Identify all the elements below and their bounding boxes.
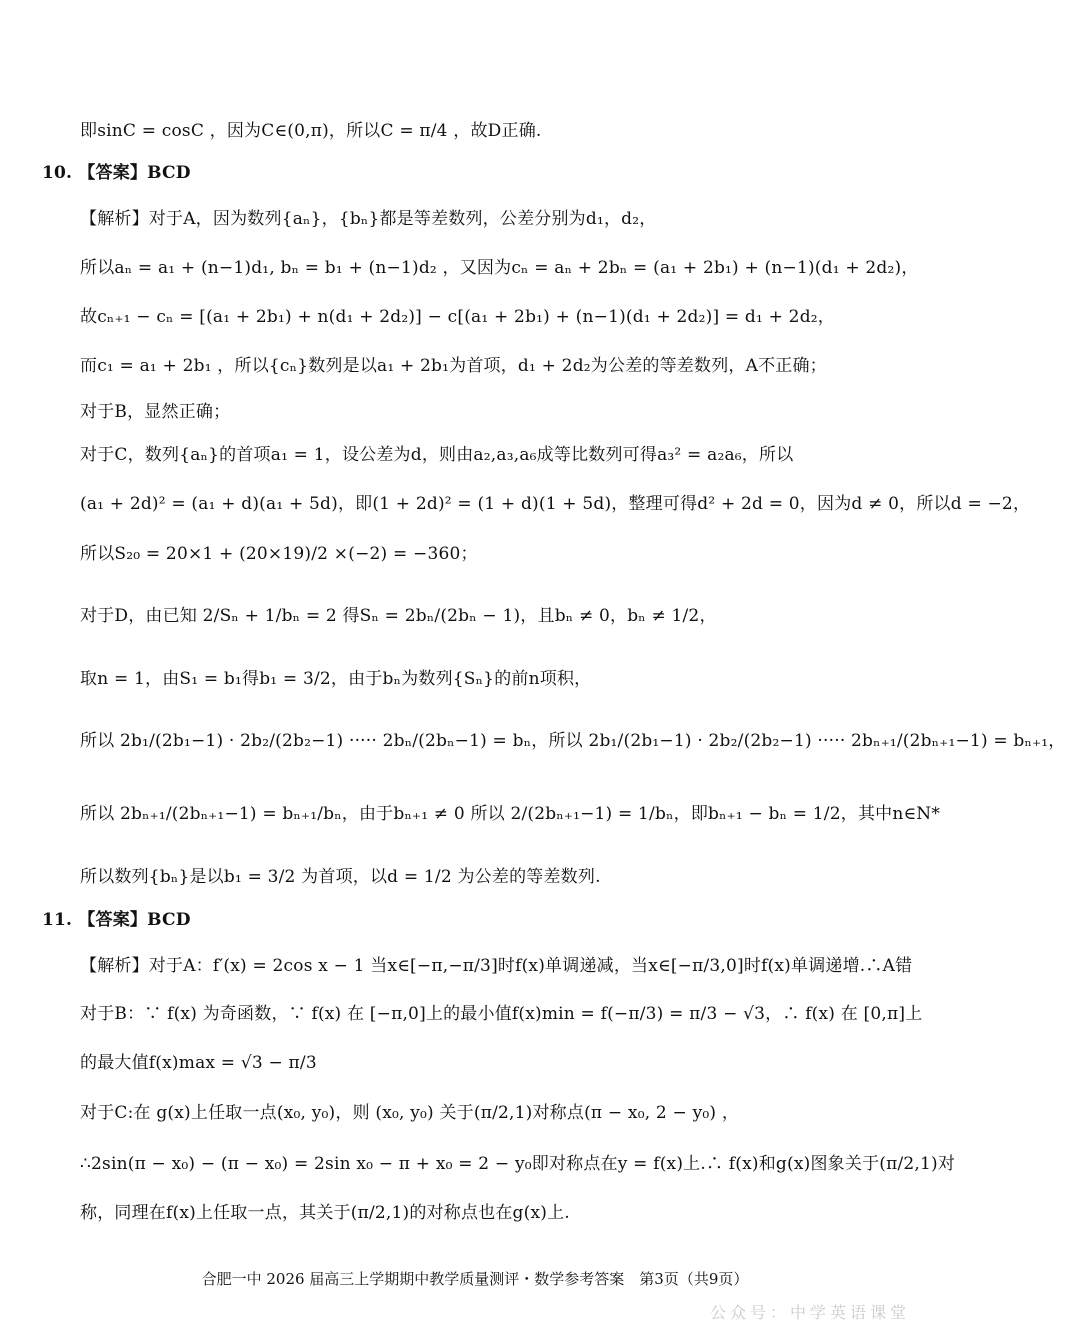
text-line: 对于B：∵ f(x) 为奇函数，∵ f(x) 在 [−π,0]上的最小值f(x)min = f(−π/3) = π/3 − √3，∴ f(x) 在 [0,π]上	[80, 1004, 923, 1024]
page-footer: 合肥一中 2026 届高三上学期期中教学质量测评・数学参考答案 第3页（共9页）	[201, 1270, 749, 1288]
text-line: 【解析】对于A，因为数列{aₙ}，{bₙ}都是等差数列，公差分别为d₁，d₂，	[80, 209, 657, 229]
text-line: ∴2sin(π − x₀) − (π − x₀) = 2sin x₀ − π + x₀ = 2 − y₀即对称点在y = f(x)上.∴ f(x)和g(x)图象关于(π/2,1)对	[80, 1154, 956, 1174]
text-line: 对于D，由已知 2/Sₙ + 1/bₙ = 2 得Sₙ = 2bₙ/(2bₙ − 1)，且bₙ ≠ 0，bₙ ≠ 1/2，	[80, 606, 717, 626]
text-line: 对于C，数列{aₙ}的首项a₁ = 1，设公差为d，则由a₂,a₃,a₆成等比数列可得a₃² = a₂a₆，所以	[80, 445, 794, 465]
watermark: 公众号：中学英语课堂	[710, 1303, 911, 1322]
text-line: 的最大值f(x)max = √3 − π/3	[80, 1053, 317, 1073]
question-10-answer: 10. 【答案】BCD	[42, 163, 191, 183]
text-line: 所以S₂₀ = 20×1 + (20×19)/2 ×(−2) = −360；	[80, 544, 478, 564]
text-line: 所以数列{bₙ}是以b₁ = 3/2 为首项，以d = 1/2 为公差的等差数列.	[80, 867, 601, 887]
text-line: 对于B，显然正确；	[80, 402, 231, 422]
text-line: 所以 2b₁/(2b₁−1) · 2b₂/(2b₂−1) ····· 2bₙ/(2bₙ−1) = bₙ，所以 2b₁/(2b₁−1) · 2b₂/(2b₂−1) ····· 2bₙ₊₁/(2bₙ₊₁−1) = bₙ₊₁，	[80, 731, 1065, 751]
text-line: (a₁ + 2d)² = (a₁ + d)(a₁ + 5d)，即(1 + 2d)² = (1 + d)(1 + 5d)，整理可得d² + 2d = 0，因为d ≠ 0，所以d = −2，	[80, 494, 1031, 514]
text-line: 即sinC = cosC ，因为C∈(0,π)，所以C = π/4 ，故D正确.	[80, 121, 542, 141]
text-line: 而c₁ = a₁ + 2b₁ ，所以{cₙ}数列是以a₁ + 2b₁为首项，d₁ + 2d₂为公差的等差数列，A不正确；	[80, 356, 827, 376]
text-line: 【解析】对于A：f′(x) = 2cos x − 1 当x∈[−π,−π/3]时f(x)单调递减，当x∈[−π/3,0]时f(x)单调递增.∴A错	[80, 956, 913, 976]
text-line: 对于C:在 g(x)上任取一点(x₀, y₀)，则 (x₀, y₀) 关于(π/2,1)对称点(π − x₀, 2 − y₀) ，	[80, 1103, 740, 1123]
text-line: 故cₙ₊₁ − cₙ = [(a₁ + 2b₁) + n(d₁ + 2d₂)] − c[(a₁ + 2b₁) + (n−1)(d₁ + 2d₂)] = d₁ + 2d₂，	[80, 307, 835, 327]
text-line: 所以aₙ = a₁ + (n−1)d₁, bₙ = b₁ + (n−1)d₂ ，又因为cₙ = aₙ + 2bₙ = (a₁ + 2b₁) + (n−1)(d₁ + 2d₂)，	[80, 258, 919, 278]
text-line: 所以 2bₙ₊₁/(2bₙ₊₁−1) = bₙ₊₁/bₙ，由于bₙ₊₁ ≠ 0 所以 2/(2bₙ₊₁−1) = 1/bₙ，即bₙ₊₁ − bₙ = 1/2，其中n∈N*	[80, 804, 941, 824]
question-11-answer: 11. 【答案】BCD	[42, 910, 191, 930]
text-line: 称，同理在f(x)上任取一点，其关于(π/2,1)的对称点也在g(x)上.	[80, 1203, 570, 1223]
text-line: 取n = 1，由S₁ = b₁得b₁ = 3/2，由于bₙ为数列{Sₙ}的前n项积，	[80, 669, 592, 689]
